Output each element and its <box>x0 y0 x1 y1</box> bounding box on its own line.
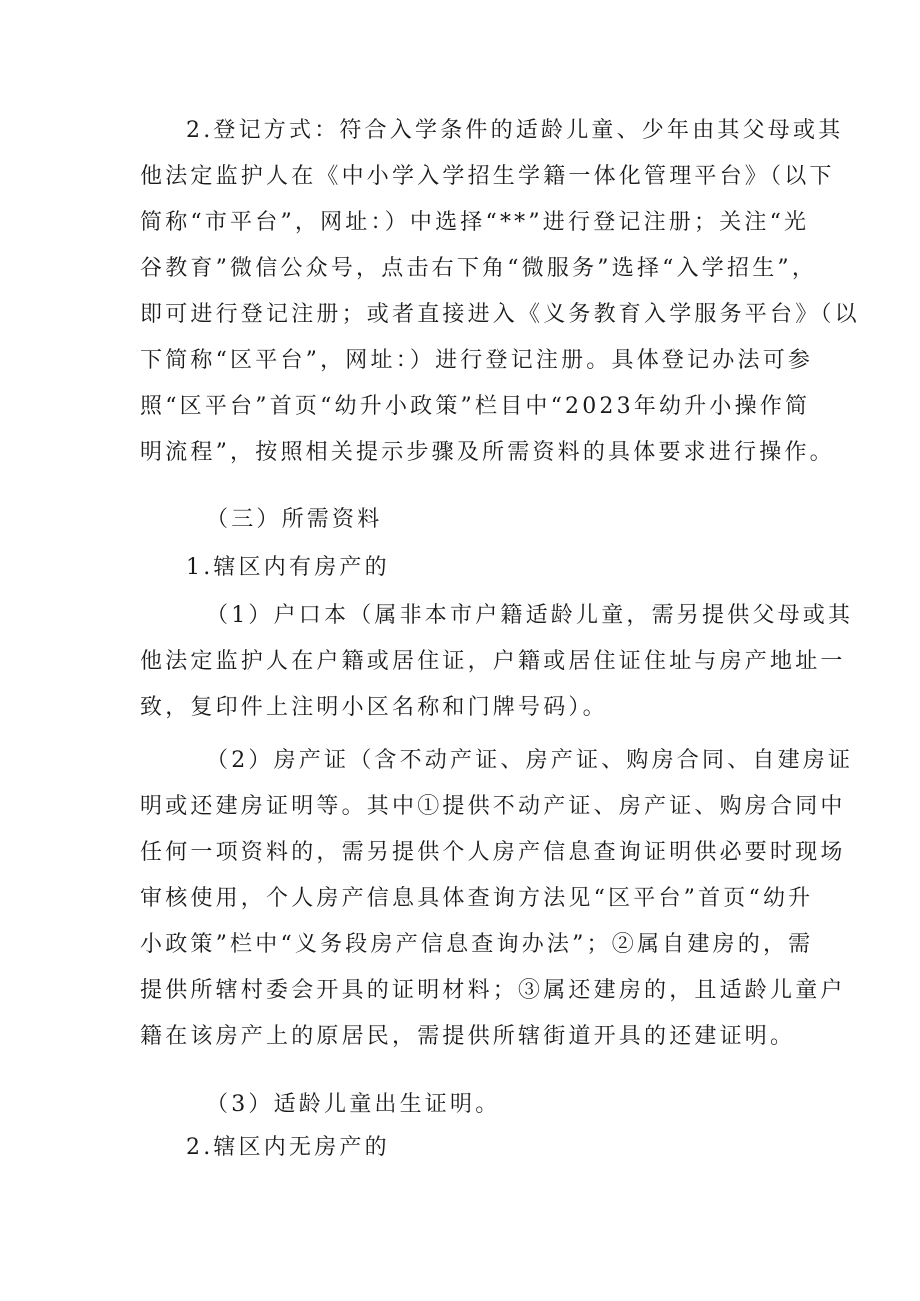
paragraph-line: 明流程”，按照相关提示步骤及所需资料的具体要求进行操作。 <box>140 440 835 465</box>
list-item-line: 提供所辖村委会开具的证明材料；③属还建房的，且适龄儿童户 <box>140 978 846 1003</box>
paragraph-line: 即可进行登记注册；或者直接进入《义务教育入学服务平台》（以 <box>140 302 860 327</box>
list-item-line: 籍在该房产上的原居民，需提供所辖街道开具的还建证明。 <box>140 1024 796 1049</box>
list-item-line: （3）适龄儿童出生证明。 <box>206 1092 501 1117</box>
paragraph-line: 谷教育”微信公众号，点击右下角“微服务”选择“入学招生”， <box>140 256 818 281</box>
paragraph-line: 2.登记方式：符合入学条件的适龄儿童、少年由其父母或其 <box>186 118 844 143</box>
list-item-line: 小政策”栏中“义务段房产信息查询办法”；②属自建房的，需 <box>140 932 814 957</box>
paragraph-line: 他法定监护人在《中小学入学招生学籍一体化管理平台》（以下 <box>140 164 835 189</box>
list-item-line: 他法定监护人在户籍或居住证，户籍或居住证住址与房产地址一 <box>140 649 846 674</box>
subheading: 1.辖区内有房产的 <box>186 555 390 580</box>
paragraph-line: 简称“市平台”，网址：）中选择“**”进行登记注册；关注“光 <box>140 210 810 235</box>
list-item-line: 任何一项资料的，需另提供个人房产信息查询证明供必要时现场 <box>140 840 846 865</box>
list-item-line: （1）户口本（属非本市户籍适龄儿童，需另提供父母或其 <box>206 603 854 628</box>
paragraph-line: 下简称“区平台”，网址：）进行登记注册。具体登记办法可参 <box>140 348 814 373</box>
list-item-line: 致，复印件上注明小区名称和门牌号码）。 <box>140 695 608 720</box>
list-item-line: （2）房产证（含不动产证、房产证、购房合同、自建房证 <box>206 748 854 773</box>
list-item-line: 明或还建房证明等。其中①提供不动产证、房产证、购房合同中 <box>140 794 846 819</box>
paragraph-line: 照“区平台”首页“幼升小政策”栏目中“2023年幼升小操作简 <box>140 394 811 419</box>
subheading: 2.辖区内无房产的 <box>186 1135 390 1160</box>
section-heading: （三）所需资料 <box>206 507 383 532</box>
list-item-line: 审核使用，个人房产信息具体查询方法见“区平台”首页“幼升 <box>140 886 814 911</box>
